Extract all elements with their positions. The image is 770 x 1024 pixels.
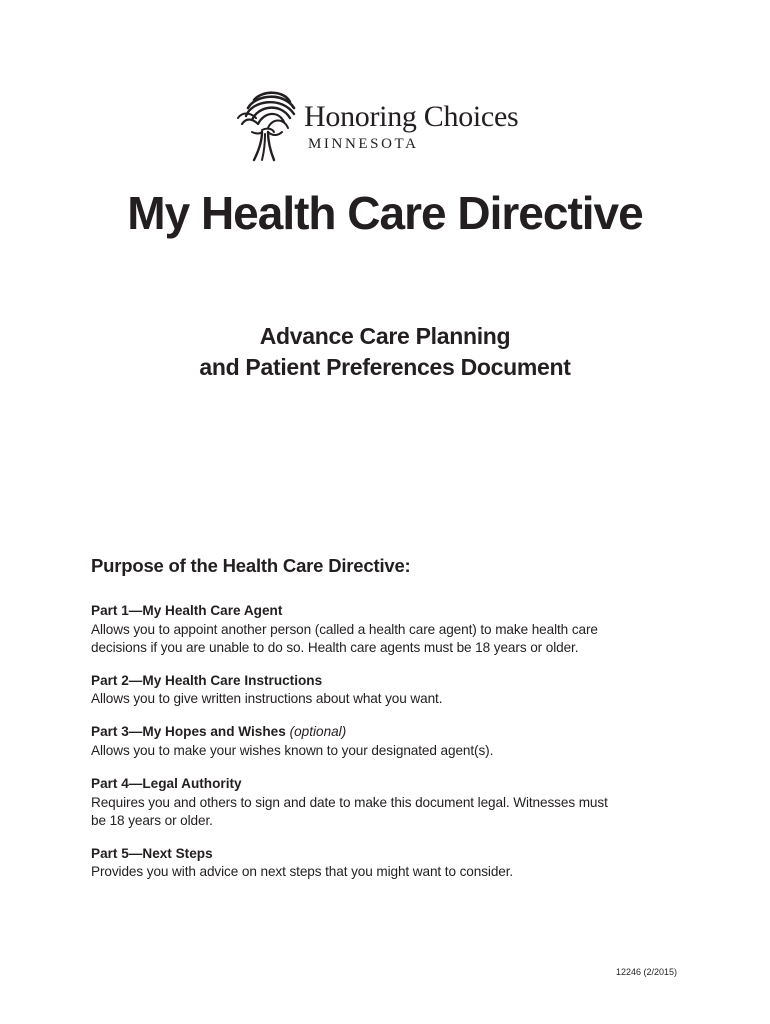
logo-state: MINNESOTA <box>308 136 419 152</box>
part-2-title: Part 2—My Health Care Instructions <box>91 673 323 688</box>
part-3-title-line <box>91 725 346 739</box>
part-3-title: Part 3—My Hopes and Wishes <box>91 724 286 739</box>
part-4-description-line-2: be 18 years or older. <box>91 813 213 828</box>
part-5-description: Provides you with advice on next steps that you might want to consider. <box>91 864 514 879</box>
purpose-heading: Purpose of the Health Care Directive: <box>91 555 411 576</box>
part-3-optional-note: (optional) <box>289 724 347 739</box>
document-subtitle-line-1: Advance Care Planning <box>259 323 511 349</box>
part-1-description-line-2: decisions if you are unable to do so. Health care agents must be 18 years or older. <box>91 640 579 655</box>
part-3-description: Allows you to make your wishes known to your designated agent(s). <box>91 743 494 758</box>
part-1-description-line-1: Allows you to appoint another person (called a health care agent) to make health care <box>91 622 598 637</box>
part-1-title: Part 1—My Health Care Agent <box>91 603 283 618</box>
part-4-description-line-1: Requires you and others to sign and date to make this document legal. Witnesses must <box>91 795 608 810</box>
part-4-title: Part 4—Legal Authority <box>91 776 242 791</box>
form-code: 12246 (2/2015) <box>616 967 678 977</box>
part-5-title: Part 5—Next Steps <box>91 846 213 861</box>
logo-name: Honoring Choices <box>304 100 519 133</box>
honoring-choices-tree-icon <box>232 88 302 164</box>
document-title: My Health Care Directive <box>127 187 643 239</box>
document-subtitle-line-2: and Patient Preferences Document <box>199 354 571 380</box>
logo <box>232 88 552 168</box>
part-2-description: Allows you to give written instructions about what you want. <box>91 691 443 706</box>
